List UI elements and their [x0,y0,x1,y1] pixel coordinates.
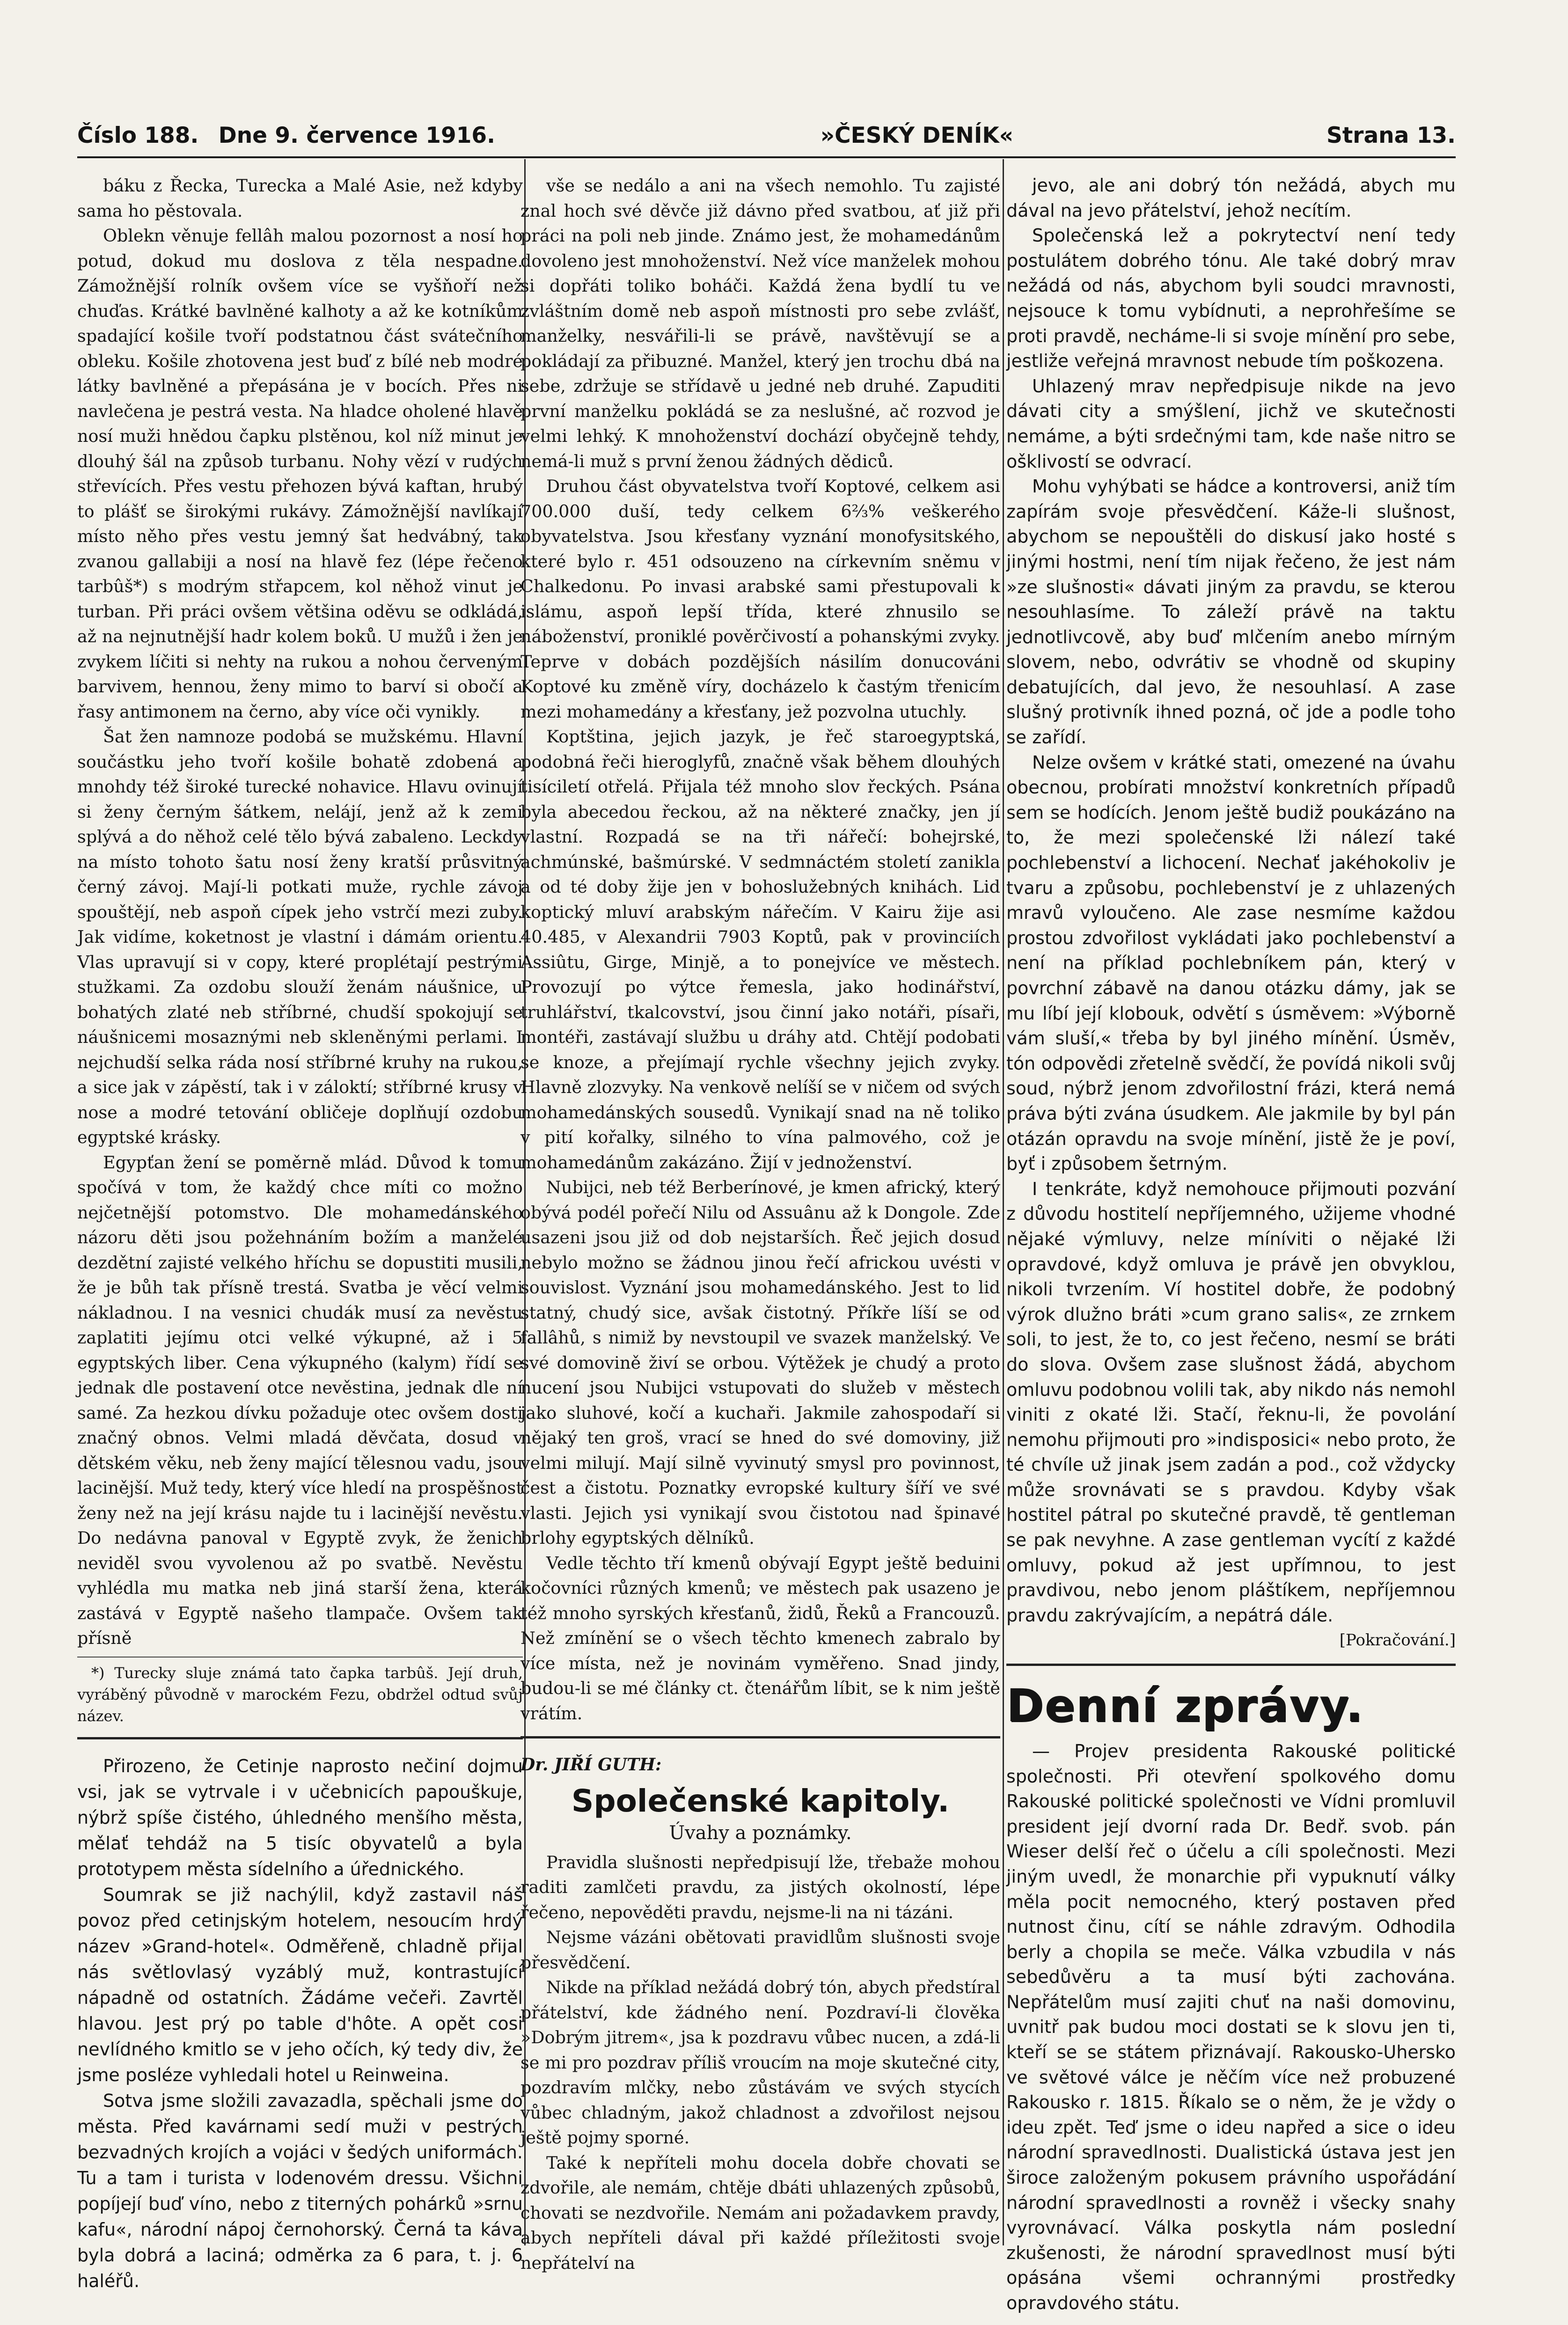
section-divider [77,1737,523,1739]
paragraph: Přirozeno, že Cetinje naprosto nečiní dojmu vsi, jak se vytrvale i v učebnicích papouškuje, nýbrž spíše čistého, úhledného menšího města, mělať tehdáž na 5 tisíc obyvatelů a byla prototypem města sídelního a úřednického. [77,1755,523,1879]
paragraph: Sotva jsme složili zavazadla, spěchali jsme do města. Před kavárnami sedí muži v pestrých bezvadných krojích a vojáci v šedých uniformách. Tu a tam i turista v lodenovém dressu. Všichni popíjejí buď víno, nebo z titerných pohárků »srnu kafu«, národní nápoj černohorský. Černá ta káva byla dobrá a laciná; odměrka za 6 para, t. j. 6 haléřů. [77,2090,523,2291]
paragraph: Koptština, jejich jazyk, je řeč staroegyptská, podobná řeči hieroglyfů, značně však během dlouhých tisíciletí otřelá. Přijala též mnoho slov řeckých. Psána byla abecedou řeckou, až na některé značky, jen jí vlastní. Rozpadá se na tři nářečí: bohejrské, achmúnské, bašmúrské. V sedmnáctém století zanikla a od té doby žije jen v bohoslužebných knihách. Lid koptický mluví arabským nářečím. V Kairu žije asi 40.485, v Alexandrii 7903 Koptů, pak v provinciích Assiûtu, Girge, Minjě, a to ponejvíce ve městech. Provozují po výtce řemesla, jako hodinářství, truhlářství, tkalcovství, jsou činní jako notáři, písaři, montéři, zastávají službu u dráhy atd. Chtějí podobati se knoze, a přejímají rychle všechny jejich zvyky. Hlavně zlozvyky. Na venkově nelíší se v ničem od svých mohamedánských sousedů. Vynikají snad na ně toliko v pití kořalky, silného to vína palmového, což je mohamedánům zakázáno. Žijí v jednoženství. [520,726,1000,1173]
footnote-text: *) Turecky sluje známá tato čapka tarbûš. Její druh, vyráběný původně v marockém Fezu, obdržel odtud svůj název. [77,1664,523,1725]
column-3 [1006,173,1456,2313]
paragraph: — Projev presidenta Rakouské politické společnosti. Při otevření spolkového domu Rakouské politické společnosti ve Vídni promluvil president její dvorní rada Dr. Bedř. svob. pán Wieser delší řeč o účelu a cíli společnosti. Mezi jiným uvedl, že monarchie při vypuknutí války měla pocit nemocného, který postaven před nutnost činu, cítí se náhle zdravým. Odhodila berly a chopila se meče. Válka vzbudila v nás sebedůvěru a ta musí býti zachována. Nepřátelům musí zajiti chuť na naši domovinu, uvnitř pak budou moci dostati se k slovu jen ti, kteří se se státem přiznávají. Rakousko-Uhersko ve světové válce je něčím více než probuzené Rakousko r. 1815. Říkalo se o něm, že je vždy o ideu zpět. Teď jsme o ideu napřed a sice o ideu národní spravedlnosti. Dualistická ústava jest jen široce založeným pokusem právního uspořádání národní spravedlnosti a rovněž i všecky snahy vyrovnávací. Válka poskytla nám poslední zkušenosti, že národní spravedlnost musí býti opásána všemi ochrannými prostředky opravdového státu. [1006,1740,1456,2313]
paragraph: Soumrak se již nachýlil, když zastavil náš povoz před cetinjským hotelem, nesoucím hrdý název »Grand-hotel«. Odměřeně, chladně přijal nás světlovlasý vyzáblý muž, kontrastující nápadně od ostatních. Žádáme večeři. Zavrtěl hlavou. Jest prý po table d'hôte. A opět cosi nevlídného kmitlo se v jeho očích, ký tedy div, že jsme posléze vyhledali hotel u Reinweina. [77,1884,523,2085]
paragraph: Nubijci, neb též Berberínové, je kmen africký, který obývá podél pořečí Nilu od Assuânu až k Dongole. Zde usazeni jsou již od dob nejstarších. Řeč jejich dosud nebylo možno se žádnou jinou řečí africkou uvésti v souvislost. Vyznání jsou mohamedánského. Jest to lid statný, chudý sice, avšak čistotný. Příkře líší se od fallâhů, s nimiž by nevstoupil ve svazek manželský. Ve své domovině živí se orbou. Výtěžek je chudý a proto nucení jsou Nubijci vstupovati do služeb v městech jako sluhové, kočí a kuchaři. Jakmile zahospodaří si nějaký ten groš, vrací se hned do své domoviny, již velmi milují. Mají silně vyvinutý smysl pro povinnost, čest a čistotu. Poznatky evropské kultury šíří ve své vlasti. Jejich ysi vynikají svou čistotou nad špinavé brlohy egyptských dělníků. [520,1177,1000,1548]
paragraph: Společenská lež a pokrytectví není tedy postulátem dobrého tónu. Ale také dobrý mrav nežádá od nás, abychom byli soudci mravnosti, nejsouce k tomu vybídnuti, a neprohřešíme se proti pravdě, necháme-li si svoje mínění pro sebe, jestliže veřejná mravnost nebude tím poškozena. [1006,225,1456,372]
masthead: »ČESKÝ DENÍK« [820,123,1014,148]
continuation-note: [Pokračování.] [1339,1631,1456,1650]
page-number: Strana 13. [1326,123,1456,148]
section-divider [1006,1664,1456,1666]
paragraph: Egypťan žení se poměrně mlád. Důvod k tomu spočívá v tom, že každý chce míti co možno nejčetnější potomstvo. Dle mohamedánského názoru děti jsou požehnáním božím a manželé dezdětní zajisté velkého hříchu se dopustiti musili, že je bůh tak přísně trestá. Svatba je věcí velmi nákladnou. I na vesnici chudák musí za nevěstu zaplatiti jejímu otci velké výkupné, až i 5 egyptských liber. Cena výkupného (kalym) řídí se jednak dle postavení otce nevěstina, jednak dle ní samé. Za hezkou dívku požaduje otec ovšem dosti značný obnos. Velmi mladá děvčata, dosud v dětském věku, neb ženy mající tělesnou vadu, jsou lacinější. Muž tedy, který více hledí na prospěšnost ženy než na její krásu najde tu i lacinější nevěstu. Do nedávna panoval v Egyptě zvyk, že ženich neviděl svou vyvolenou až po svatbě. Nevěstu vyhlédla mu matka neb jiná starší žena, která zastává v Egyptě našeho tlampače. Ovšem tak přísně [77,1152,523,1648]
issue-info [77,123,507,148]
paragraph: Oblekn věnuje fellâh malou pozornost a nosí ho potud, dokud mu doslova z těla nespadne. Zámožnější rolník ovšem více se vyšňoří než chuďas. Krátké bavlněné kalhoty a až ke kotníkům spadající košile tvoří podstatnou část svátečního obleku. Košile zhotovena jest buď z bílé neb modré látky bavlněné a přepásána je v bocích. Přes ni navlečena je pestrá vesta. Na hladce oholené hlavě nosí muži hnědou čapku plstěnou, kol níž minut je dlouhý šál na způsob turbanu. Nohy vězí v rudých střevících. Přes vestu přehozen bývá kaftan, hrubý to plášť se širokými rukávy. Zámožnější navlíkají místo něho přes vestu jemný šat hedvábný, tak zvanou gallabiji a nosí na hlavě fez (lépe řečeno tarbûš*) s modrým střapcem, kol něhož vinut je turban. Při práci ovšem většina oděvu se odkládá, až na nejnutnější hadr kolem boků. U mužů i žen je zvykem líčiti si nehty na rukou a nohou červeným barvivem, hennou, ženy mimo to barví si obočí a řasy antimonem na černo, aby více oči vynikly. [77,226,523,722]
paragraph: vše se nedálo a ani na všech nemohlo. Tu zajisté znal hoch své děvče již dávno před svatbou, ať již při práci na poli neb jinde. Známo jest, že mohamedánům dovoleno jest mnohoženství. Než více manželek mohou si dopřáti toliko boháči. Každá žena bydlí tu ve zvláštním domě neb aspoň místnosti pro sebe zvlášť, manželky, nesvářili-li se právě, navštěvují se a pokládají za přibuzné. Manžel, který jen trochu dbá na sebe, zdržuje se střídavě u jedné neb druhé. Zapuditi první manželku pokládá se za neslušné, ač rozvod je velmi lehký. K mnohoženství dochází obyčejně tehdy, nemá-li muž s první ženou žádných dědiců. [520,176,1000,471]
paragraph: Mohu vyhýbati se hádce a kontroversi, aniž tím zapírám svoje přesvědčení. Káže-li slušnost, abychom se nepouštěli do diskusí jako hosté s jinými hostmi, není tím nijak řečeno, že jest nám »ze slušnosti« dávati jiným za pravdu, se kterou nesouhlasíme. To záleží právě na taktu jednotlivcově, aby buď mlčením anebo mírným slovem, nebo, odvrátiv se vhodně od skupiny debatujících, dal jevo, že nesouhlasí. A zase slušný protivník ihned pozná, oč jde a podle toho se zařídí. [1006,476,1456,748]
paragraph: Uhlazený mrav nepředpisuje nikde na jevo dávati city a smýšlení, jichž ve skutečnosti nemáme, a býti srdečnými tam, kde naše nitro se ošklivostí se odvrací. [1006,375,1456,472]
footnote [77,1657,523,1727]
paragraph: Nikde na příklad nežádá dobrý tón, abych předstíral přátelství, kde žádného není. Pozdraví-li člověka »Dobrým jitrem«, jsa k pozdravu vůbec nucen, a zdá-li se mi pro pozdrav příliš vroucím na moje skutečné city, pozdravím mlčky, nebo zůstávám ve svých stycích vůbec chladným, jakož chladnost a zdvořilost nejsou ještě pojmy sporné. [520,1977,1000,2148]
paragraph: jevo, ale ani dobrý tón nežádá, abych mu dával na jevo přátelství, jehož necítím. [1006,175,1456,221]
paragraph: Pravidla slušnosti nepředpisují lže, třebaže mohou raditi zamlčeti pravdu, za jistých okolností, lépe řečeno, nepověděti pravdu, nejsme-li na ni tázáni. [520,1852,1000,1922]
paragraph: Druhou část obyvatelstva tvoří Koptové, celkem asi 700.000 duší, tedy celkem 6⅔% veškerého obyvatelstva. Jsou křesťany vyznání monofysitského, které bylo r. 451 odsouzeno na církevním sněmu v Chalkedonu. Po invasi arabské sami přestupovali k islámu, aspoň lepší třída, které zhnusilo se náboženství, proniklé pověrčivostí a pohanskými zvyky. Teprve v dobách pozdějších násilím donucováni Koptové ku změně víry, docházelo k častým třenicím mezi mohamedány a křesťany, jež pozvolna utuchly. [520,476,1000,722]
section-divider [520,1736,1000,1738]
column-rule-2 [1003,159,1004,2245]
paragraph: báku z Řecka, Turecka a Malé Asie, než kdyby sama ho pěstovala. [77,176,523,221]
paragraph: I tenkráte, když nemohouce přijmouti pozvání z důvodu hostitelí nepříjemného, užijeme vhodné nějaké výmluvy, nelze míníviti o nějaké lži opravdové, když omluva je právě jen obvyklou, nikoli tvrzením. Ví hostitel dobře, že podobný výrok dlužno bráti »cum grano salis«, ze zrnkem soli, to jest, že to, co jest řečeno, nesmí se bráti do slova. Ovšem zase slušnost žádá, abychom omluvu podobnou volili tak, aby nikdo nás nemohl viniti z okaté lži. Stačí, řeknu-li, že povolání nemohu přijmouti pro »indisposici« nebo proto, že té chvíle už jinak jsem zadán a pod., což vždycky může srovnávati se s pravdou. Kdyby však hostitel pátral po skutečné pravdě, tě gentleman se pak nevyhne. A zase gentleman vycítí z každé omluvy, pokud až jest upřímnou, to jest pravdivou, nebo jenom pláštíkem, nepříjemnou pravdu zakrývajícím, a nepátrá dále. [1006,1178,1456,1626]
paragraph: Šat žen namnoze podobá se mužskému. Hlavní součástku jeho tvoří košile bohatě zdobená a mnohdy též široké turecké nohavice. Hlavu ovinují si ženy černým šátkem, nelájí, jenž až k zemi splývá a do něhož celé tělo bývá zabaleno. Leckdy na místo tohoto šatu nosí ženy kratší průsvitný černý závoj. Mají-li potkati muže, rychle závoj spouštějí, neb aspoň cípek jeho vstrčí mezi zuby. Jak vidíme, koketnost je vlastní i dámám orientu. Vlas upravují si v copy, které proplétají pestrými stužkami. Za ozdobu slouží ženám náušnice, u bohatých zlaté neb stříbrné, chudší spokojují se náušnicemi mosaznými neb skleněnými perlami. I nejchudší selka ráda nosí stříbrné kruhy na rukou, a sice jak v zápěstí, tak i v záloktí; stříbrné krusy v nose a modré tetování obličeje doplňují ozdobu egyptské krásky. [77,726,523,1147]
page-header [77,123,1456,158]
paragraph: Také k nepříteli mohu docela dobře chovati se zdvořile, ale nemám, chtěje dbáti uhlazených způsobů, chovati se nezdvořile. Nemám ani požadavkem pravdy, abych nepříteli dával při každé příležitosti svoje nepřátelví na [520,2152,1000,2273]
cetinje-article [77,1753,523,2294]
article-title: Společenské kapitoly. [571,1782,950,1819]
paragraph: Nelze ovšem v krátké stati, omezené na úvahu obecnou, probírati množství konkretních případů sem se hodících. Jenom ještě budiž poukázáno na to, že mezi společenské lži nálezí také pochlebenství a lichocení. Nechať jakéhokoliv je tvaru a způsobu, pochlebenství je z uhlazených mravů vyloučeno. Ale zase nesmíme každou prostou zdvořilost vykládati jako pochlebenství a není na příklad pochlebníkem pán, který v povrchní zábavě na danou otázku dámy, jak se mu líbí její klobouk, odvětí s úsměvem: »Výborně vám sluší,« třeba by byl jiného mínění. Úsměv, tón odpovědi zřetelně svědčí, že povídá nikoli svůj soud, nýbrž jenom zdvořilostní frázi, která nemá práva býti zvána úsudkem. Ale jakmile by byl pán otázán opravdu na svoje mínění, jistě že je poví, byť i způsobem šetrným. [1006,752,1456,1174]
issue-number: Číslo 188. [77,123,199,148]
issue-date: Dne 9. července 1916. [218,123,495,148]
column-1 [77,173,523,2291]
column-2 [520,173,1000,2273]
author-byline: Dr. JIŘÍ GUTH: [520,1755,662,1775]
article-subtitle: Úvahy a poznámky. [669,1822,852,1844]
section-title: Denní zprávy. [1006,1679,1364,1732]
paragraph: Vedle těchto tří kmenů obývají Egypt ještě beduini kočovníci různých kmenů; ve městech pak usazeno je též mnoho syrských křesťanů, židů, Řeků a Francouzů. Než zmínění se o všech těchto kmenech zabralo by více místa, než je novinám vyměřeno. Snad jindy, budou-li se mé články ct. čtenářům líbit, se k nim ještě vrátím. [520,1553,1000,1724]
paragraph: Nejsme vázáni obětovati pravidlům slušnosti svoje přesvědčení. [520,1927,1000,1973]
